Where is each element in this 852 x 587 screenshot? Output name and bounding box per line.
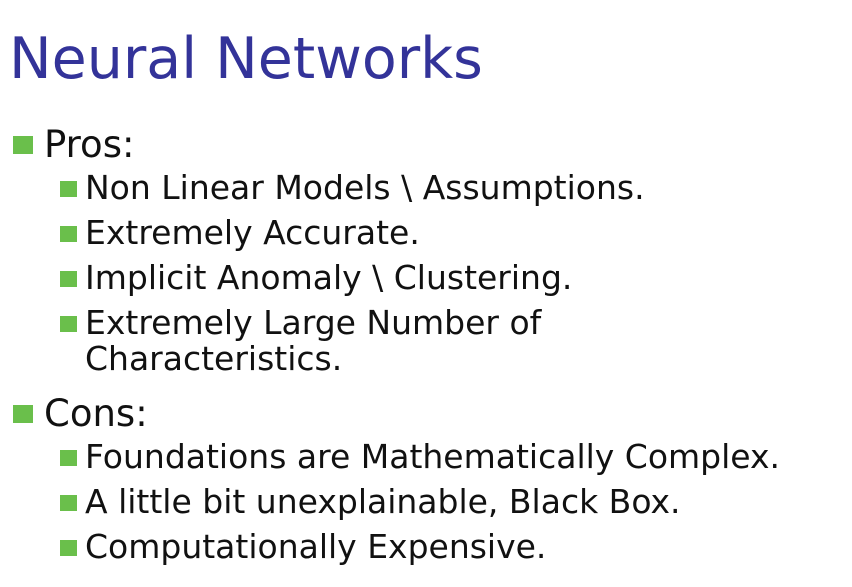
cons-item	[0, 529, 852, 565]
pros-section	[0, 122, 852, 377]
pros-item-text: Non Linear Models \ Assumptions.	[85, 168, 645, 207]
square-bullet-icon	[13, 136, 33, 154]
square-bullet-icon	[60, 316, 77, 332]
cons-list	[0, 439, 852, 565]
pros-item-text: Extremely Accurate.	[85, 213, 420, 252]
pros-label: Pros:	[44, 123, 135, 166]
cons-item	[0, 439, 852, 475]
pros-item	[0, 260, 852, 296]
cons-item-text: A little bit unexplainable, Black Box.	[85, 482, 681, 521]
pros-item-text: Implicit Anomaly \ Clustering.	[85, 258, 573, 297]
pros-item	[0, 305, 852, 377]
cons-item	[0, 484, 852, 520]
square-bullet-icon	[13, 405, 33, 423]
pros-item-text-continued: Characteristics.	[85, 339, 343, 378]
square-bullet-icon	[60, 181, 77, 197]
slide-title: Neural Networks	[9, 26, 483, 92]
pros-list	[0, 170, 852, 377]
square-bullet-icon	[60, 271, 77, 287]
cons-section	[0, 391, 852, 565]
square-bullet-icon	[60, 495, 77, 511]
pros-item	[0, 170, 852, 206]
pros-heading	[0, 122, 852, 170]
square-bullet-icon	[60, 226, 77, 242]
cons-item-text: Computationally Expensive.	[85, 527, 547, 566]
cons-heading	[0, 391, 852, 439]
square-bullet-icon	[60, 450, 77, 466]
square-bullet-icon	[60, 540, 77, 556]
pros-item	[0, 215, 852, 251]
cons-item-text: Foundations are Mathematically Complex.	[85, 437, 781, 476]
cons-label: Cons:	[44, 392, 148, 435]
pros-item-text: Extremely Large Number of	[85, 303, 542, 342]
